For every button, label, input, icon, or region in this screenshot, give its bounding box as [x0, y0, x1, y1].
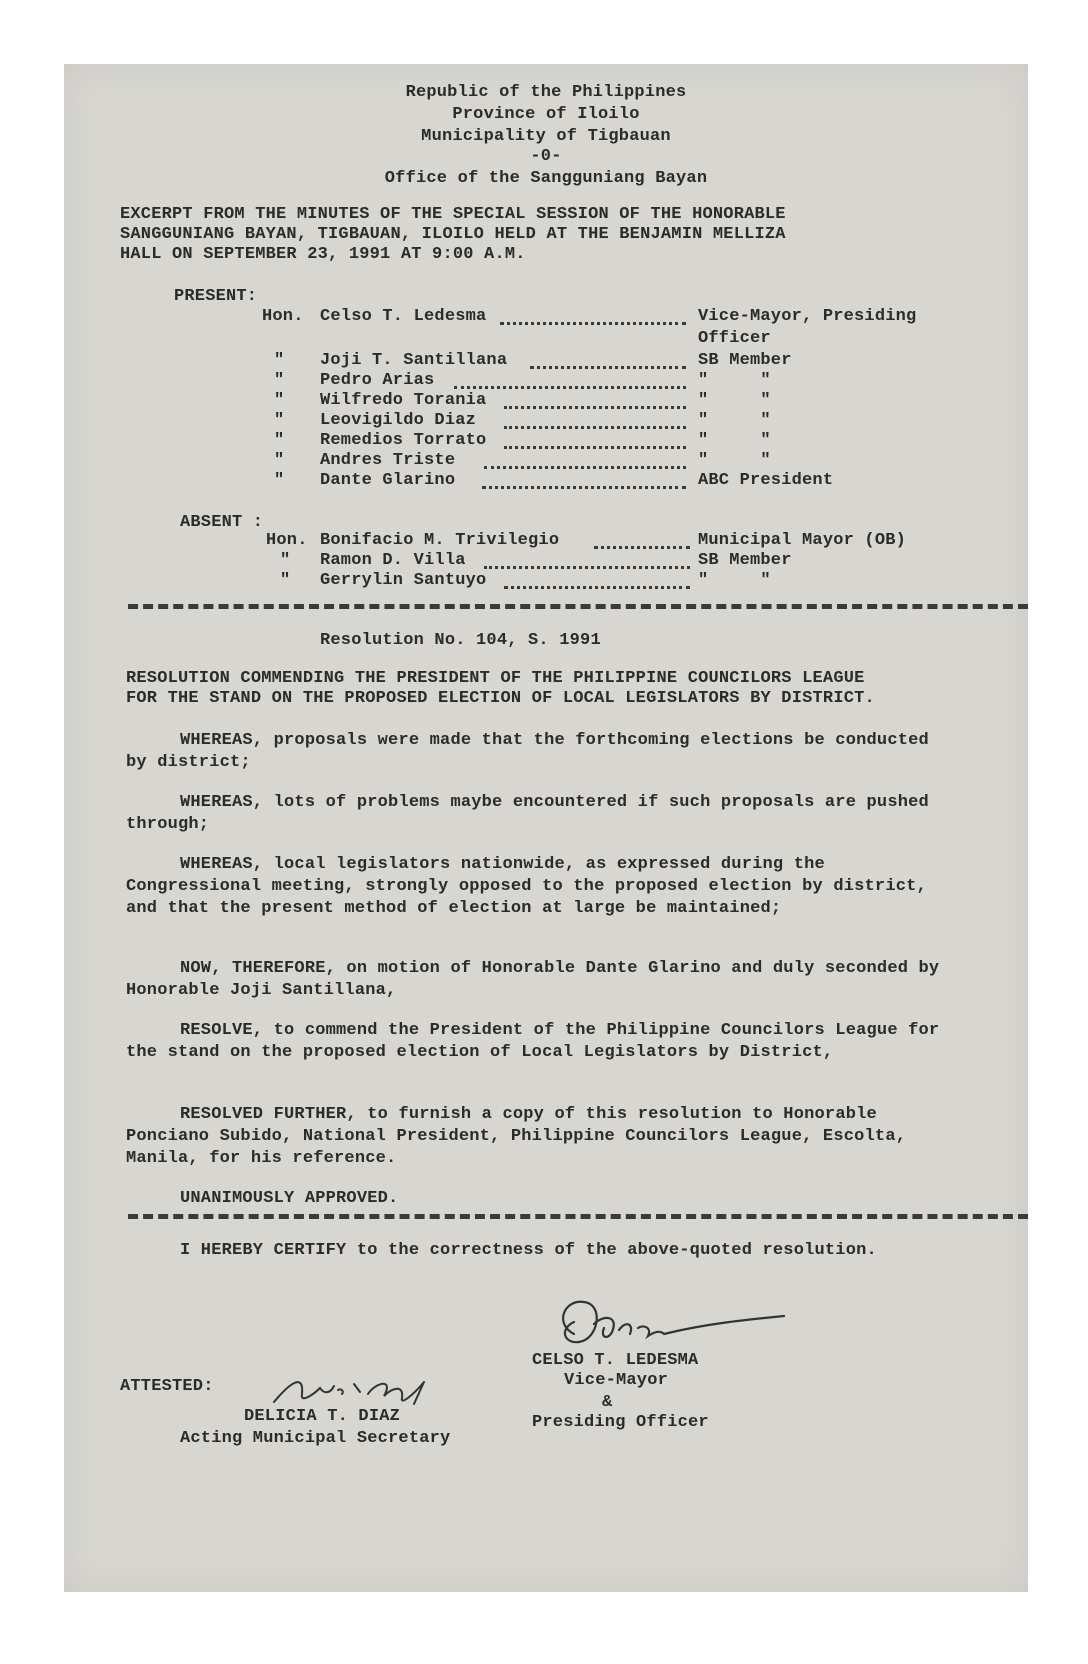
- present-label: PRESENT:: [174, 287, 258, 306]
- resolution-number: Resolution No. 104, S. 1991: [320, 631, 601, 650]
- attendance-prefix: ": [280, 571, 291, 590]
- attendance-prefix: ": [274, 451, 285, 470]
- attendance-role: SB Member: [698, 551, 792, 570]
- separator-line: [128, 1214, 1028, 1219]
- attendance-role: Municipal Mayor (OB): [698, 531, 907, 550]
- attendance-name: Leovigildo Diaz: [320, 411, 477, 430]
- document-page: [64, 64, 1028, 1592]
- header-republic: Republic of the Philippines: [405, 83, 687, 102]
- paragraph-resolved-further: [126, 1104, 956, 1170]
- excerpt-line-1: EXCERPT FROM THE MINUTES OF THE SPECIAL SESSION OF THE HONORABLE: [120, 205, 786, 224]
- paragraph-whereas-3: [126, 854, 956, 920]
- unanimously-approved: UNANIMOUSLY APPROVED.: [180, 1189, 399, 1208]
- attendance-name: Remedios Torrato: [320, 431, 487, 450]
- resolution-title-line-2: FOR THE STAND ON THE PROPOSED ELECTION OF LOCAL LEGISLATORS BY DISTRICT.: [126, 689, 875, 708]
- paragraph-text: proposals were made that the forthcoming elections be conducted by district;: [126, 731, 929, 772]
- leader-dots: [504, 446, 686, 449]
- attendance-name: Wilfredo Torania: [320, 391, 487, 410]
- leader-dots: [454, 386, 686, 389]
- attendance-prefix: ": [274, 391, 285, 410]
- attendance-prefix: ": [274, 471, 285, 490]
- signatory-title-2: &: [602, 1393, 613, 1412]
- attendance-role: Vice-Mayor, Presiding: [698, 307, 917, 326]
- signatory-title-1: Vice-Mayor: [564, 1371, 669, 1390]
- attendance-role: " ": [698, 391, 771, 410]
- attendance-prefix: ": [274, 371, 285, 390]
- paragraph-text: lots of problems maybe encountered if such proposals are pushed through;: [126, 793, 929, 834]
- signatory-name: CELSO T. LEDESMA: [532, 1351, 699, 1370]
- paragraph-lead: NOW, THEREFORE,: [180, 959, 337, 978]
- attendance-name: Pedro Arias: [320, 371, 435, 390]
- paragraph-whereas-1: [126, 730, 956, 774]
- paragraph-resolve: [126, 1020, 956, 1064]
- attendance-name: Bonifacio M. Trivilegio: [320, 531, 560, 550]
- attendance-prefix: Hon.: [262, 307, 304, 326]
- attested-name: DELICIA T. DIAZ: [244, 1407, 401, 1426]
- leader-dots: [484, 566, 690, 569]
- attendance-role-cont: Officer: [698, 329, 771, 348]
- excerpt-line-2: SANGGUNIANG BAYAN, TIGBAUAN, ILOILO HELD AT THE BENJAMIN MELLIZA: [120, 225, 786, 244]
- header-office: Office of the Sangguniang Bayan: [384, 169, 708, 188]
- certify-statement: I HEREBY CERTIFY to the correctness of the above-quoted resolution.: [180, 1241, 877, 1260]
- resolution-title-line-1: RESOLUTION COMMENDING THE PRESIDENT OF THE PHILIPPINE COUNCILORS LEAGUE: [126, 669, 865, 688]
- header-municipality: Municipality of Tigbauan: [421, 127, 671, 146]
- attendance-role: " ": [698, 411, 771, 430]
- attendance-prefix: ": [274, 431, 285, 450]
- attendance-role: ABC President: [698, 471, 834, 490]
- paragraph-lead: RESOLVED FURTHER,: [180, 1105, 357, 1124]
- absent-label: ABSENT :: [180, 513, 264, 532]
- attendance-name: Celso T. Ledesma: [320, 307, 487, 326]
- leader-dots: [504, 406, 686, 409]
- paragraph-lead: RESOLVE,: [180, 1021, 264, 1040]
- header-province: Province of Iloilo: [452, 105, 640, 124]
- leader-dots: [504, 586, 690, 589]
- paragraph-text: local legislators nationwide, as expressed during the Congressional meeting, strongly opposed to the proposed election by district, and that the present method of election at large be maintained;: [126, 855, 927, 918]
- signature-secretary: [264, 1364, 464, 1410]
- paragraph-lead: WHEREAS,: [180, 855, 264, 874]
- leader-dots: [594, 546, 690, 549]
- attendance-name: Andres Triste: [320, 451, 456, 470]
- attendance-role: " ": [698, 571, 771, 590]
- leader-dots: [500, 322, 686, 325]
- paragraph-text: on motion of Honorable Dante Glarino and duly seconded by Honorable Joji Santillana,: [126, 959, 940, 1000]
- attendance-role: " ": [698, 371, 771, 390]
- attendance-name: Joji T. Santillana: [320, 351, 508, 370]
- leader-dots: [484, 466, 686, 469]
- leader-dots: [530, 366, 686, 369]
- attendance-name: Dante Glarino: [320, 471, 456, 490]
- attendance-name: Gerrylin Santuyo: [320, 571, 487, 590]
- leader-dots: [504, 426, 686, 429]
- signatory-title-3: Presiding Officer: [532, 1413, 709, 1432]
- leader-dots: [482, 486, 686, 489]
- paragraph-now-therefore: [126, 958, 956, 1002]
- attendance-prefix: ": [274, 351, 285, 370]
- attendance-prefix: Hon.: [266, 531, 308, 550]
- attendance-prefix: ": [280, 551, 291, 570]
- attendance-role: " ": [698, 431, 771, 450]
- paragraph-lead: WHEREAS,: [180, 793, 264, 812]
- header-separator: -0-: [530, 147, 562, 166]
- paragraph-text: to furnish a copy of this resolution to Honorable Ponciano Subido, National President, Philippine Councilors League, Escolta, Manila, for his reference.: [126, 1105, 907, 1168]
- attendance-prefix: ": [274, 411, 285, 430]
- paragraph-lead: WHEREAS,: [180, 731, 264, 750]
- attendance-role: " ": [698, 451, 771, 470]
- attested-title: Acting Municipal Secretary: [180, 1429, 451, 1448]
- paragraph-text: to commend the President of the Philippine Councilors League for the stand on the proposed election of Local Legislators by District,: [126, 1021, 940, 1062]
- attendance-name: Ramon D. Villa: [320, 551, 466, 570]
- separator-line: [128, 604, 1028, 609]
- paragraph-whereas-2: [126, 792, 956, 836]
- attested-label: ATTESTED:: [120, 1377, 214, 1396]
- attendance-role: SB Member: [698, 351, 792, 370]
- excerpt-line-3: HALL ON SEPTEMBER 23, 1991 AT 9:00 A.M.: [120, 245, 526, 264]
